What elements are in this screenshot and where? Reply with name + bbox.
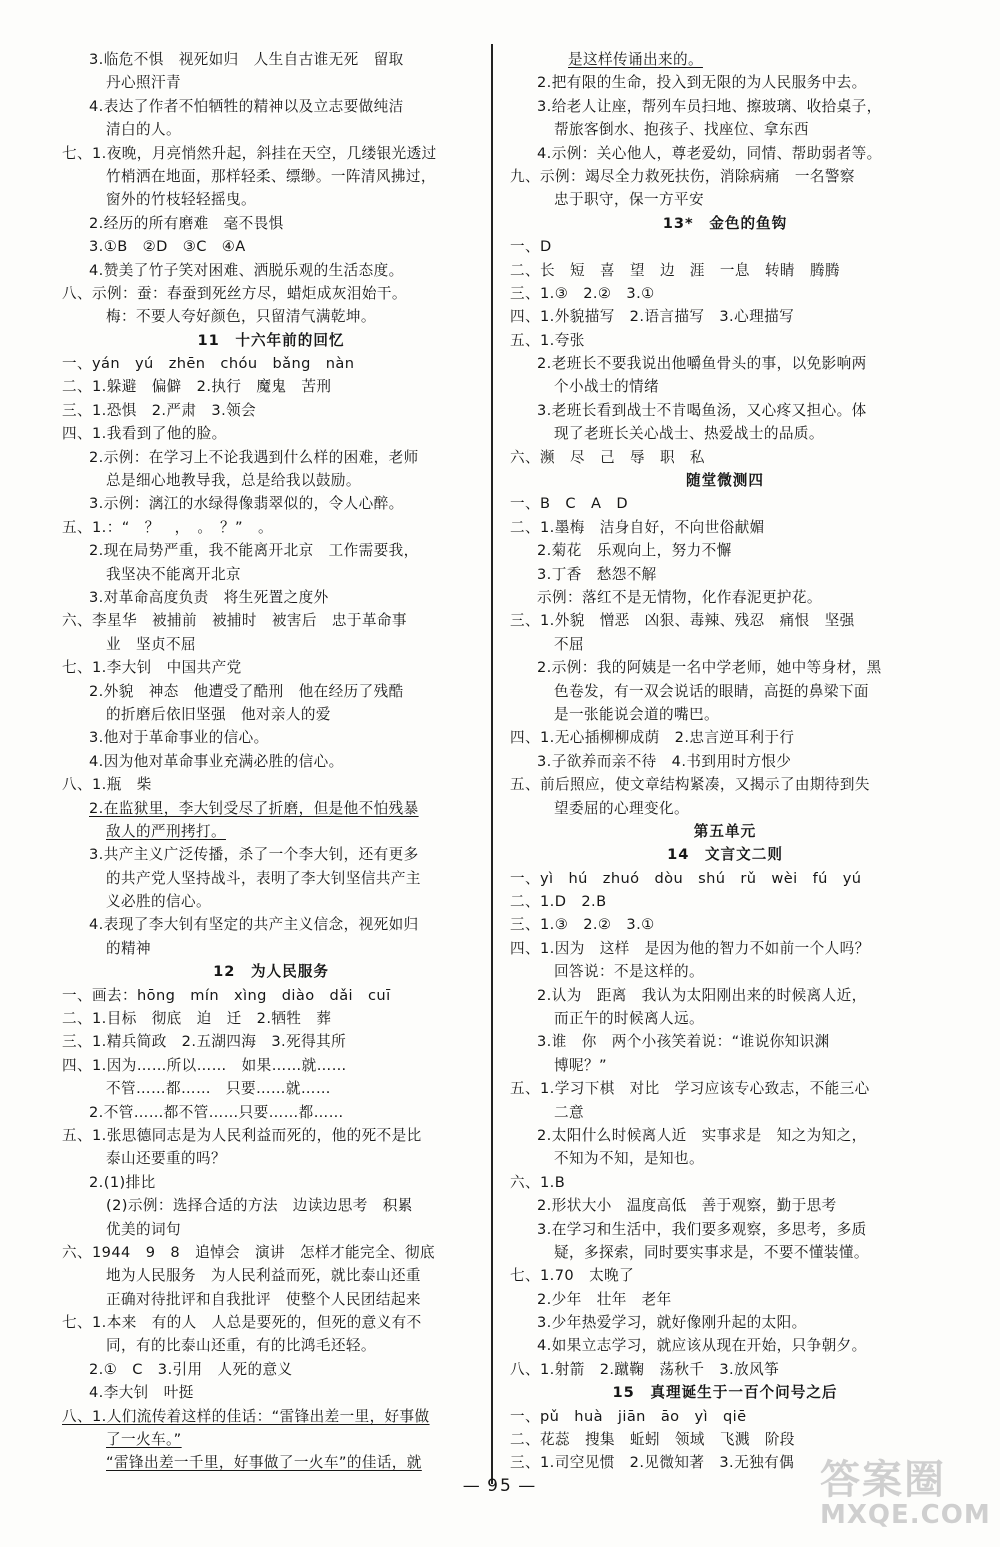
answer-line-text: 4.因为他对革命事业充满必胜的信心。 xyxy=(89,752,344,770)
answer-line-text: 二意 xyxy=(554,1103,584,1121)
page-number-dash-left: — xyxy=(462,1476,482,1496)
section-heading-text: 14 文言文二则 xyxy=(667,846,783,864)
answer-line xyxy=(510,282,940,305)
answer-line-text: 4.表现了李大钊有坚定的共产主义信念，视死如归 xyxy=(89,916,419,934)
answer-line xyxy=(62,1054,480,1077)
answer-line xyxy=(62,1358,480,1381)
answer-line xyxy=(510,329,940,352)
answer-line-text: 五、1.夸张 xyxy=(510,331,585,349)
answer-line-text: 3.给老人让座，帮列车员扫地、擦玻璃、收拾桌子， xyxy=(537,97,882,115)
answer-line-text: 二、花蕊 搜集 蚯蚓 领域 飞溅 阶段 xyxy=(510,1431,795,1449)
answer-line xyxy=(510,1334,940,1357)
answer-line xyxy=(62,1451,480,1474)
answer-line-text: 博呢？” xyxy=(554,1056,607,1074)
answer-line xyxy=(62,843,480,866)
section-heading-text: 15 真理诞生于一百个问号之后 xyxy=(612,1384,838,1402)
answer-line xyxy=(62,1241,480,1264)
answer-line-text: 梅：不要人夸好颜色，只留清气满乾坤。 xyxy=(106,308,376,326)
answer-line-text: 六、1944 9 8 追悼会 演讲 怎样才能完全、彻底 xyxy=(62,1243,435,1261)
answer-line-text: 2.太阳什么时候离人近 实事求是 知之为知之， xyxy=(537,1126,867,1144)
answer-line-text: 4.示例：关心他人，尊老爱幼，同情、帮助弱者等。 xyxy=(537,144,882,162)
section-heading xyxy=(510,212,940,235)
answer-line-text: 2.认为 距离 我认为太阳刚出来的时候离人近， xyxy=(537,986,867,1004)
answer-line xyxy=(62,375,480,398)
answer-line-text: 示例：落红不是无情物，化作春泥更护花。 xyxy=(537,588,822,606)
answer-line-text: 五、1.张思德同志是为人民利益而死的，他的死不是比 xyxy=(62,1126,422,1144)
answer-line xyxy=(62,913,480,936)
answer-line-text: 2.把有限的生命，投入到无限的为人民服务中去。 xyxy=(537,74,867,92)
answer-line-text: 五、1.学习下棋 对比 学习应该专心致志，不能三心 xyxy=(510,1080,870,1098)
answer-line-text: 七、1.本来 有的人 人总是要死的，但死的意义有不 xyxy=(62,1314,422,1332)
column-divider xyxy=(491,44,493,1484)
answer-line-text: 四、1.外貌描写 2.语言描写 3.心理描写 xyxy=(510,308,795,326)
answer-line-text: 而正午的时候离人远。 xyxy=(554,1010,704,1028)
answer-line-text: 忠于职守，保一方平安 xyxy=(554,191,704,209)
answer-line-text: 一、pǔ huà jiān āo yì qiē xyxy=(510,1407,747,1425)
answer-line-text: 不屈 xyxy=(554,635,584,653)
answer-line xyxy=(62,984,480,1007)
answer-line-text: 不管……都…… 只要……就…… xyxy=(106,1080,331,1098)
answer-line-text: 2.示例：我的阿姨是一名中学老师，她中等身材，黑 xyxy=(537,659,882,677)
answer-line xyxy=(62,1101,480,1124)
left-column xyxy=(62,48,480,1475)
answer-line-text: 3.子欲养而亲不待 4.书到用时方恨少 xyxy=(537,752,792,770)
answer-line xyxy=(62,165,480,188)
answer-line-text: 优美的词句 xyxy=(106,1220,181,1238)
answer-line xyxy=(62,48,480,71)
answer-line-text: 2.形状大小 温度高低 善于观察，勤于思考 xyxy=(537,1197,837,1215)
answer-line-text: 一、画去：hōng mín xìng diào dǎi cuī xyxy=(62,986,391,1004)
answer-line-text: (2)示例：选择合适的方法 边读边思考 积累 xyxy=(106,1197,413,1215)
answer-line xyxy=(510,71,940,94)
answer-line xyxy=(62,609,480,632)
answer-line xyxy=(510,1405,940,1428)
answer-line xyxy=(510,422,940,445)
answer-line xyxy=(510,516,940,539)
answer-line-text: 3.老班长看到战士不肯喝鱼汤，又心疼又担心。体 xyxy=(537,401,867,419)
answer-line xyxy=(510,586,940,609)
answer-line-text: 一、D xyxy=(510,238,552,256)
answer-line-text: 3.在学习和生活中，我们要多观察，多思考，多质 xyxy=(537,1220,867,1238)
answer-line-text: 二、1.墨梅 洁身自好，不向世俗献媚 xyxy=(510,518,765,536)
answer-line xyxy=(510,259,940,282)
answer-line-text: 六、李星华 被捕前 被捕时 被害后 忠于革命事 xyxy=(62,612,407,630)
answer-line-text: 2.在监狱里，李大钊受尽了折磨，但是他不怕残暴 xyxy=(89,799,419,817)
answer-line xyxy=(510,188,940,211)
answer-line-text: 色卷发，有一双会说话的眼睛，高挺的鼻梁下面 xyxy=(554,682,869,700)
answer-line xyxy=(510,1194,940,1217)
answer-line xyxy=(62,1171,480,1194)
answer-line xyxy=(62,469,480,492)
page-number-dash-right: — xyxy=(518,1476,538,1496)
answer-line xyxy=(510,539,940,562)
answer-line-text: 二、1.躲避 偏僻 2.执行 魔鬼 苦刑 xyxy=(62,378,332,396)
answer-line-text: 四、1.因为……所以…… 如果……就…… xyxy=(62,1056,347,1074)
answer-line-text: 是这样传诵出来的。 xyxy=(568,51,703,68)
answer-line-text: 3.临危不惧 视死如归 人生自古谁无死 留取 xyxy=(89,51,404,68)
section-heading xyxy=(510,843,940,866)
answer-line xyxy=(62,656,480,679)
answer-line xyxy=(62,750,480,773)
answer-line xyxy=(62,352,480,375)
section-heading xyxy=(510,820,940,843)
section-heading-text: 13* 金色的鱼钩 xyxy=(662,214,788,232)
answer-line xyxy=(510,890,940,913)
answer-line xyxy=(510,1241,940,1264)
answer-line-text: 八、1.射箭 2.蹴鞠 荡秋千 3.放风筝 xyxy=(510,1360,780,1378)
answer-line-text: 望委屈的心理变化。 xyxy=(554,799,689,817)
answer-line xyxy=(510,609,940,632)
watermark-logo xyxy=(816,1448,991,1540)
answer-line-text: 3.示例：漓江的水绿得像翡翠似的，令人心醉。 xyxy=(89,495,404,513)
answer-line-text: 地为人民服务 为人民利益而死，就比泰山还重 xyxy=(106,1267,421,1285)
answer-line xyxy=(62,282,480,305)
answer-line-text: 的共产党人坚持战斗，表明了李大钊坚信共产主 xyxy=(106,869,421,887)
answer-line xyxy=(510,1358,940,1381)
answer-line xyxy=(510,1218,940,1241)
answer-line-text: 2.菊花 乐观向上，努力不懈 xyxy=(537,542,732,560)
answer-line xyxy=(62,1405,480,1428)
answer-line xyxy=(510,352,940,375)
answer-line-text: 八、1.瓶 柴 xyxy=(62,776,152,794)
answer-line-text: 一、yì hú zhuó dòu shú rǔ wèi fú yú xyxy=(510,869,862,887)
answer-line xyxy=(62,1264,480,1287)
answer-line xyxy=(510,913,940,936)
answer-line-text: 帮旅客倒水、抱孩子、找座位、拿东西 xyxy=(554,121,809,139)
page-number-value: 95 xyxy=(487,1476,513,1496)
section-heading-text: 第五单元 xyxy=(693,822,757,840)
answer-line xyxy=(62,1428,480,1451)
answer-line xyxy=(510,726,940,749)
answer-line xyxy=(62,1147,480,1170)
answer-line xyxy=(510,937,940,960)
answer-line xyxy=(510,1007,940,1030)
answer-line xyxy=(510,633,940,656)
answer-line-text: 敌人的严刑拷打。 xyxy=(106,822,226,840)
watermark-url: MXQE.COM xyxy=(820,1500,991,1530)
answer-line-text: 我坚决不能离开北京 xyxy=(106,565,241,583)
answer-line xyxy=(62,1334,480,1357)
answer-line-text: 2.(1)排比 xyxy=(89,1173,156,1191)
answer-line-text: 3.谁 你 两个小孩笑着说：“谁说你知识渊 xyxy=(537,1033,830,1051)
answer-line-text: 四、1.因为 这样 是因为他的智力不如前一个人吗？ xyxy=(510,939,870,957)
watermark-text: 答案圈 xyxy=(820,1457,946,1503)
answer-line-text: 五、1.：“ ？ ， 。 ？” 。 xyxy=(62,518,273,536)
answer-line-text: 七、1.70 太晚了 xyxy=(510,1267,635,1285)
answer-line xyxy=(510,867,940,890)
answer-line-text: 九、示例：竭尽全力救死扶伤，消除病痛 一名警察 xyxy=(510,167,855,185)
answer-line xyxy=(510,1101,940,1124)
answer-line-text: 回答说：不是这样的。 xyxy=(554,963,704,981)
answer-line xyxy=(510,1124,940,1147)
answer-line xyxy=(62,259,480,282)
answer-line xyxy=(62,142,480,165)
answer-line xyxy=(62,188,480,211)
answer-line xyxy=(62,118,480,141)
answer-line-text: 三、1.③ 2.② 3.① xyxy=(510,284,655,302)
answer-line-text: 3.他对于革命事业的信心。 xyxy=(89,729,269,747)
right-column xyxy=(510,48,940,1475)
answer-line xyxy=(510,1288,940,1311)
answer-line-text: 三、1.精兵简政 2.五湖四海 3.死得其所 xyxy=(62,1033,347,1051)
answer-line xyxy=(510,750,940,773)
answer-line-text: 八、示例：蚕：春蚕到死丝方尽，蜡炬成灰泪始干。 xyxy=(62,284,407,302)
answer-line xyxy=(62,937,480,960)
answer-line-text: 清白的人。 xyxy=(106,121,181,139)
answer-line-text: 四、1.无心插柳柳成荫 2.忠言逆耳利于行 xyxy=(510,729,795,747)
answer-line xyxy=(510,399,940,422)
answer-line-text: 同，有的比泰山还重，有的比鸿毛还轻。 xyxy=(106,1337,376,1355)
answer-line-text: 三、1.司空见惯 2.见微知著 3.无独有偶 xyxy=(510,1454,795,1472)
answer-line-text: 六、濒 尽 己 辱 职 私 xyxy=(510,448,705,466)
answer-line xyxy=(62,539,480,562)
answer-line-text: 疑，多探索，同时要实事求是，不要不懂装懂。 xyxy=(554,1243,869,1261)
answer-line xyxy=(62,1007,480,1030)
answer-line-text: 4.赞美了竹子笑对困难、洒脱乐观的生活态度。 xyxy=(89,261,404,279)
answer-line-text: 的折磨后依旧坚强 他对亲人的爱 xyxy=(106,705,331,723)
answer-line xyxy=(62,1194,480,1217)
answer-line-text: 七、1.夜晚，月亮悄然升起，斜挂在天空，几缕银光透过 xyxy=(62,144,437,162)
answer-line-text: 个小战士的情绪 xyxy=(554,378,659,396)
answer-line-text: 丹心照汗青 xyxy=(106,74,181,92)
answer-line-text: 4.如果立志学习，就应该从现在开始，只争朝夕。 xyxy=(537,1337,867,1355)
answer-line-text: 二、1.D 2.B xyxy=(510,893,607,911)
answer-line-text: 3.①B ②D ③C ④A xyxy=(89,238,246,256)
answer-line-text: 八、1.人们流传着这样的佳话：“雷锋出差一里，好事做 xyxy=(62,1407,430,1425)
answer-line-text: 3.少年热爱学习，就好像刚升起的太阳。 xyxy=(537,1314,807,1332)
answer-line xyxy=(510,1171,940,1194)
answer-line-text: 一、B C A D xyxy=(510,495,628,513)
answer-line-text: 2.现在局势严重，我不能离开北京 工作需要我， xyxy=(89,542,419,560)
answer-line xyxy=(62,1288,480,1311)
answer-line-text: “雷锋出差一千里，好事做了一火车”的佳话，就 xyxy=(106,1454,422,1472)
answer-line xyxy=(62,212,480,235)
answer-line xyxy=(510,48,940,71)
answer-line xyxy=(62,773,480,796)
answer-line xyxy=(510,1054,940,1077)
answer-line xyxy=(510,118,940,141)
answer-line xyxy=(62,1311,480,1334)
answer-line-text: 2.外貌 神态 他遭受了酷刑 他在经历了残酷 xyxy=(89,682,404,700)
answer-line xyxy=(62,516,480,539)
answer-line xyxy=(62,95,480,118)
answer-line-text: 2.少年 壮年 老年 xyxy=(537,1290,672,1308)
answer-line-text: 五、前后照应，使文章结构紧凑，又揭示了由期待到失 xyxy=(510,776,870,794)
answer-line-text: 2.经历的所有磨难 毫不畏惧 xyxy=(89,214,284,232)
answer-line xyxy=(510,1311,940,1334)
answer-line-text: 2.① C 3.引用 人死的意义 xyxy=(89,1360,293,1378)
answer-line xyxy=(62,586,480,609)
answer-line-text: 正确对待批评和自我批评 使整个人民团结起来 xyxy=(106,1290,421,1308)
answer-line xyxy=(62,1381,480,1404)
answer-line-text: 是一张能说会道的嘴巴。 xyxy=(554,705,719,723)
answer-line xyxy=(510,305,940,328)
answer-line-text: 3.共产主义广泛传播，杀了一个李大钊，还有更多 xyxy=(89,846,419,864)
answer-line xyxy=(510,773,940,796)
answer-line xyxy=(62,820,480,843)
answer-line xyxy=(510,1264,940,1287)
answer-line xyxy=(62,235,480,258)
answer-line xyxy=(510,375,940,398)
answer-line-text: 了一火车。” xyxy=(106,1431,182,1449)
answer-line-text: 2.不管……都不管……只要……都…… xyxy=(89,1103,344,1121)
answer-line xyxy=(62,867,480,890)
answer-line xyxy=(510,656,940,679)
answer-line xyxy=(62,680,480,703)
answer-line xyxy=(510,703,940,726)
answer-line xyxy=(62,633,480,656)
answer-line-text: 二、长 短 喜 望 边 涯 一息 转睛 腾腾 xyxy=(510,261,840,279)
answer-line xyxy=(510,1030,940,1053)
answer-line-text: 总是细心地教导我，总是给我以鼓励。 xyxy=(106,472,361,490)
answer-line xyxy=(62,1124,480,1147)
answer-line-text: 窗外的竹枝轻轻摇曳。 xyxy=(106,191,256,209)
answer-line xyxy=(510,797,940,820)
answer-line xyxy=(510,492,940,515)
answer-line xyxy=(62,71,480,94)
section-heading-text: 11 十六年前的回忆 xyxy=(197,331,345,349)
answer-line xyxy=(510,563,940,586)
answer-line-text: 2.示例：在学习上不论我遇到什么样的困难，老师 xyxy=(89,448,419,466)
answer-line-text: 不知为不知，是知也。 xyxy=(554,1150,704,1168)
answer-line-text: 现了老班长关心战士、热爱战士的品质。 xyxy=(554,425,824,443)
answer-line xyxy=(62,446,480,469)
answer-line xyxy=(510,960,940,983)
answer-line xyxy=(62,563,480,586)
answer-line xyxy=(62,399,480,422)
answer-line xyxy=(510,984,940,1007)
answer-line xyxy=(510,1147,940,1170)
answer-line-text: 泰山还要重的吗？ xyxy=(106,1150,226,1168)
answer-line xyxy=(62,726,480,749)
section-heading xyxy=(510,1381,940,1404)
answer-line-text: 二、1.目标 彻底 迫 迁 2.牺牲 葬 xyxy=(62,1010,332,1028)
answer-line-text: 六、1.B xyxy=(510,1173,566,1191)
answer-line-text: 4.李大钊 叶挺 xyxy=(89,1384,194,1402)
answer-line xyxy=(510,235,940,258)
answer-line xyxy=(510,142,940,165)
answer-line-text: 义必胜的信心。 xyxy=(106,893,211,911)
answer-line xyxy=(62,797,480,820)
answer-line-text: 2.老班长不要我说出他嚼鱼骨头的事，以免影响两 xyxy=(537,355,867,373)
answer-line-text: 竹梢洒在地面，那样轻柔、缥缈。一阵清风拂过， xyxy=(106,167,436,185)
answer-line xyxy=(62,492,480,515)
answer-line xyxy=(62,1077,480,1100)
section-heading-text: 12 为人民服务 xyxy=(213,963,329,981)
answer-line xyxy=(510,446,940,469)
answer-line xyxy=(62,890,480,913)
answer-line xyxy=(62,305,480,328)
answer-line-text: 三、1.③ 2.② 3.① xyxy=(510,916,655,934)
answer-line-text: 一、yán yú zhēn chóu bǎng nàn xyxy=(62,355,355,373)
answer-line xyxy=(510,1077,940,1100)
section-heading xyxy=(62,960,480,983)
answer-line xyxy=(62,1030,480,1053)
section-heading xyxy=(62,329,480,352)
answer-line-text: 七、1.李大钊 中国共产党 xyxy=(62,659,242,677)
answer-line xyxy=(510,95,940,118)
answer-line-text: 三、1.恐惧 2.严肃 3.领会 xyxy=(62,401,257,419)
answer-line xyxy=(62,422,480,445)
answer-line-text: 三、1.外貌 憎恶 凶狠、毒辣、残忍 痛恨 坚强 xyxy=(510,612,855,630)
answer-line-text: 业 坚贞不屈 xyxy=(106,635,196,653)
answer-line-text: 3.丁香 愁怨不解 xyxy=(537,565,657,583)
answer-line-text: 3.对革命高度负责 将生死置之度外 xyxy=(89,588,329,606)
answer-line-text: 的精神 xyxy=(106,939,151,957)
answer-line-text: 四、1.我看到了他的脸。 xyxy=(62,425,227,443)
answer-line xyxy=(510,165,940,188)
answer-line-text: 4.表达了作者不怕牺牲的精神以及立志要做纯洁 xyxy=(89,97,404,115)
answer-line xyxy=(62,703,480,726)
section-heading xyxy=(510,469,940,492)
section-heading-text: 随堂微测四 xyxy=(686,472,764,490)
answer-line xyxy=(62,1218,480,1241)
answer-line xyxy=(510,680,940,703)
